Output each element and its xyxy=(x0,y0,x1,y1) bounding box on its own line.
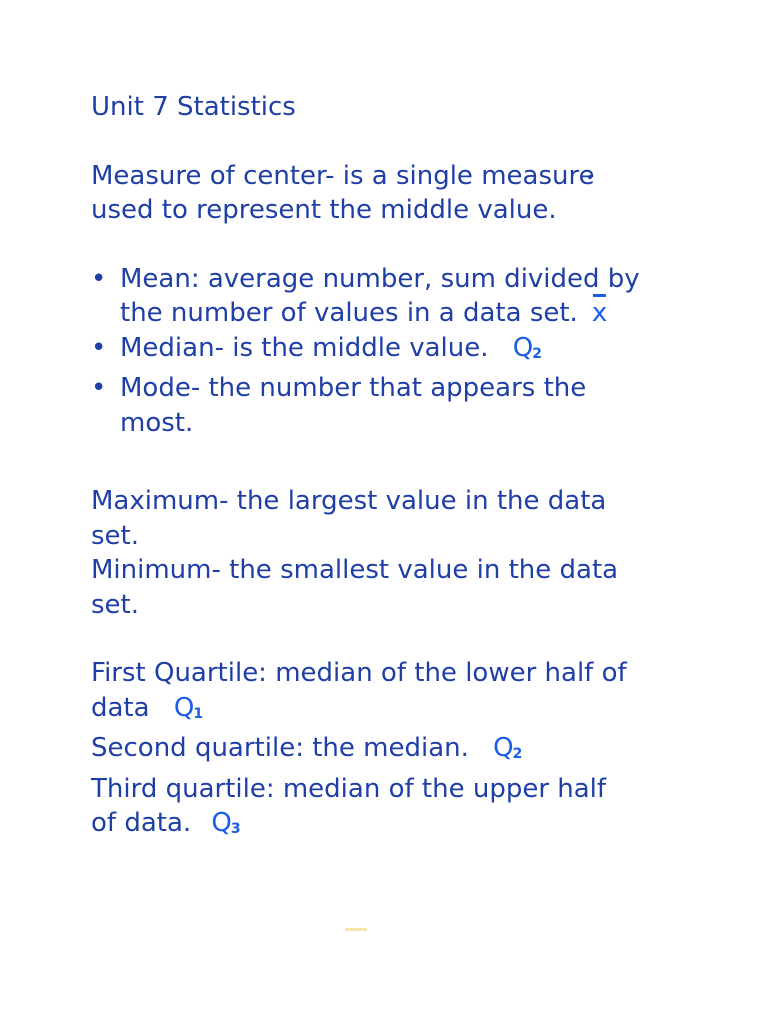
second-quartile-line xyxy=(91,731,731,772)
q-subscript: 2 xyxy=(532,345,542,362)
second-quartile-text: Second quartile: the median. xyxy=(91,733,469,763)
handwritten-q3 xyxy=(211,806,240,847)
first-quartile-data-text: data xyxy=(91,692,150,723)
x-bar-symbol: x xyxy=(592,296,607,331)
mean-line2: the number of values in a data set. xyxy=(120,298,578,328)
notes-page xyxy=(91,90,731,847)
q-letter: Q xyxy=(493,733,514,763)
third-quartile-data-text: of data. xyxy=(91,808,192,838)
page-title: Unit 7 Statistics xyxy=(91,92,296,122)
list-item-median xyxy=(91,331,731,372)
q-subscript: 1 xyxy=(193,705,204,722)
faint-highlighter-mark xyxy=(345,928,367,931)
mode-line2: most. xyxy=(120,407,194,438)
mode-line1: Mode- the number that appears the xyxy=(120,373,587,403)
handwritten-q2-median xyxy=(513,331,542,372)
minimum-line2: set. xyxy=(91,589,140,620)
first-quartile-line1: First Quartile: median of the lower half of xyxy=(91,658,627,688)
first-quartile-line2 xyxy=(91,691,731,732)
median-text: Median- is the middle value. xyxy=(120,332,489,363)
q-subscript: 2 xyxy=(512,746,523,762)
minimum-line1: Minimum- the smallest value in the data xyxy=(91,555,619,585)
list-item-mean xyxy=(91,262,731,331)
q-letter: Q xyxy=(173,692,195,723)
center-measures-list xyxy=(91,262,731,441)
q-letter: Q xyxy=(211,808,232,838)
third-quartile-line2 xyxy=(91,806,731,847)
q-letter: Q xyxy=(512,332,534,363)
mean-line1: Mean: average number, sum divided by xyxy=(120,263,640,294)
measure-of-center-line1: Measure of center- is a single measure xyxy=(91,160,595,191)
q-subscript: 3 xyxy=(230,821,241,837)
maximum-line2: set. xyxy=(91,520,140,551)
list-item-mode xyxy=(91,371,731,440)
measure-of-center-line2: used to represent the middle value. xyxy=(91,195,557,225)
handwritten-q1 xyxy=(174,691,203,732)
handwritten-q2 xyxy=(493,731,522,772)
maximum-line1: Maximum- the largest value in the data xyxy=(91,486,607,516)
third-quartile-line1: Third quartile: median of the upper half xyxy=(91,773,607,804)
